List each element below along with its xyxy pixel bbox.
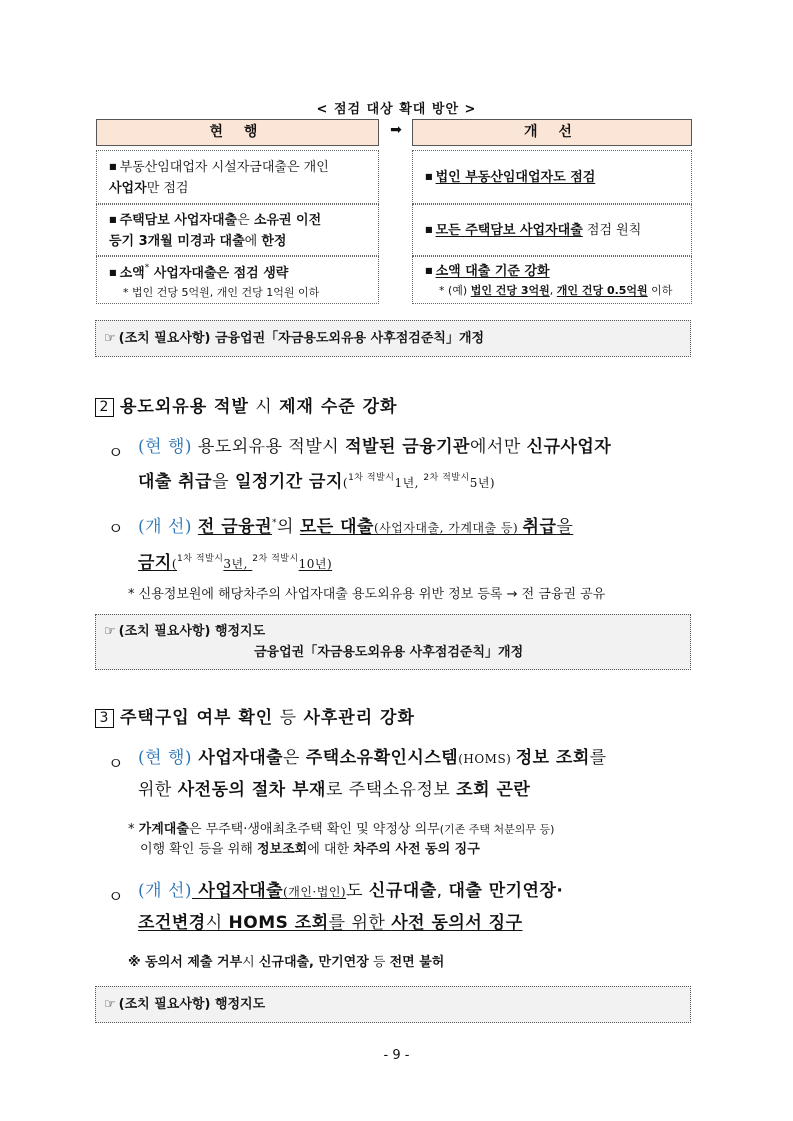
section-2-note: * 신용정보원에 해당차주의 사업자대출 용도외유용 위반 정보 등록 → 전 금융권 공유: [128, 587, 606, 602]
hand-pointer-icon: ☞: [104, 997, 116, 1012]
improved-cell-3-note: * (예) 법인 건당 3억원, 개인 건당 0.5억원 이하: [439, 284, 673, 297]
section-3-note: * 가계대출은 무주택·생애최초주택 확인 및 약정상 의무(기존 주택 처분의무 등) 이행 확인 등을 위해 정보조회에 대한 차주의 사전 동의 징구: [128, 822, 555, 857]
hand-pointer-icon: ☞: [104, 331, 116, 346]
current-cell-3-note: * 법인 건당 5억원, 개인 건당 1억원 이하: [123, 286, 320, 299]
current-cell-1-line1: ■ 부동산임대업자 시설자금대출은 개인: [109, 159, 329, 175]
section-number: 2: [95, 398, 114, 417]
page-number: - 9 -: [383, 1048, 410, 1063]
improved-cell-2: ■ 모든 주택담보 사업자대출 점검 원칙: [412, 204, 692, 256]
action-box-2-line2: 금융업권「자금용도외유용 사후점검준칙」개정: [254, 645, 524, 660]
action-box-3: ☞ (조치 필요사항) 행정지도: [95, 986, 691, 1023]
section-3-current: (현 행) 사업자대출은 주택소유확인시스템(HOMS) 정보 조회를 위한 사전동의 절차 부재로 주택소유정보 조회 곤란: [138, 748, 607, 800]
square-bullet-icon: ■: [425, 172, 433, 181]
section-3-heading: 3 주택구입 여부 확인 등 사후관리 강화: [95, 703, 415, 728]
action-box-2: ☞ (조치 필요사항) 행정지도 금융업권「자금용도외유용 사후점검준칙」개정: [95, 614, 691, 670]
square-bullet-icon: ■: [109, 268, 117, 277]
section-2-improved: (개 선) 전 금융권*의 모든 대출(사업자대출, 가계대출 등) 취급을 금지($^{1차}$ $^{적발시}$3년, $^{2차}$ $^{적발시}$10년): [138, 517, 574, 573]
square-bullet-icon: ■: [109, 161, 117, 171]
improved-cell-1: ■ 법인 부동산임대업자도 점검: [412, 150, 692, 204]
section-3-remark: ※ 동의서 제출 거부시 신규대출, 만기연장 등 전면 불허: [128, 955, 445, 970]
circle-bullet-icon: ㅇ: [108, 519, 124, 538]
header-current: 현 행: [96, 119, 379, 146]
circle-bullet-icon: ㅇ: [108, 887, 124, 906]
current-cell-1: [96, 150, 379, 204]
hand-pointer-icon: ☞: [104, 624, 116, 639]
section-2-current: (현 행) 용도외유용 적발시 적발된 금융기관에서만 신규사업자 대출 취급을 일정기간 금지($^{1차}$ $^{적발시}$1년, $^{2차}$ $^{적발시}$5년): [138, 437, 612, 492]
current-cell-3: ■ 소액* 사업자대출은 점검 생략 * 법인 건당 5억원, 개인 건당 1억원 이하: [96, 256, 379, 304]
action-box-1: ☞ (조치 필요사항) 금융업권「자금용도외유용 사후점검준칙」개정: [95, 320, 691, 357]
square-bullet-icon: ■: [425, 225, 433, 234]
right-arrow-icon: ➡: [390, 122, 402, 138]
square-bullet-icon: ■: [425, 266, 433, 275]
section-number: 3: [95, 709, 114, 728]
circle-bullet-icon: ㅇ: [108, 443, 124, 462]
current-cell-1-line2: 사업자만 점검: [109, 180, 189, 196]
section-3-improved: (개 선) 사업자대출(개인·법인)도 신규대출, 대출 만기연장· 조건변경시 HOMS 조회를 위한 사전 동의서 징구: [138, 881, 564, 933]
section-2-heading: 2 용도외유용 적발 시 제재 수준 강화: [95, 392, 397, 417]
header-improved: 개 선: [412, 119, 692, 146]
table-title: < 점검 대상 확대 방안 >: [316, 102, 477, 117]
current-cell-2: ■ 주택담보 사업자대출은 소유권 이전 등기 3개월 미경과 대출에 한정: [96, 204, 379, 256]
circle-bullet-icon: ㅇ: [108, 754, 124, 773]
improved-cell-3: ■ 소액 대출 기준 강화 * (예) 법인 건당 3억원, 개인 건당 0.5억원 이하: [412, 256, 692, 304]
square-bullet-icon: ■: [109, 214, 117, 224]
